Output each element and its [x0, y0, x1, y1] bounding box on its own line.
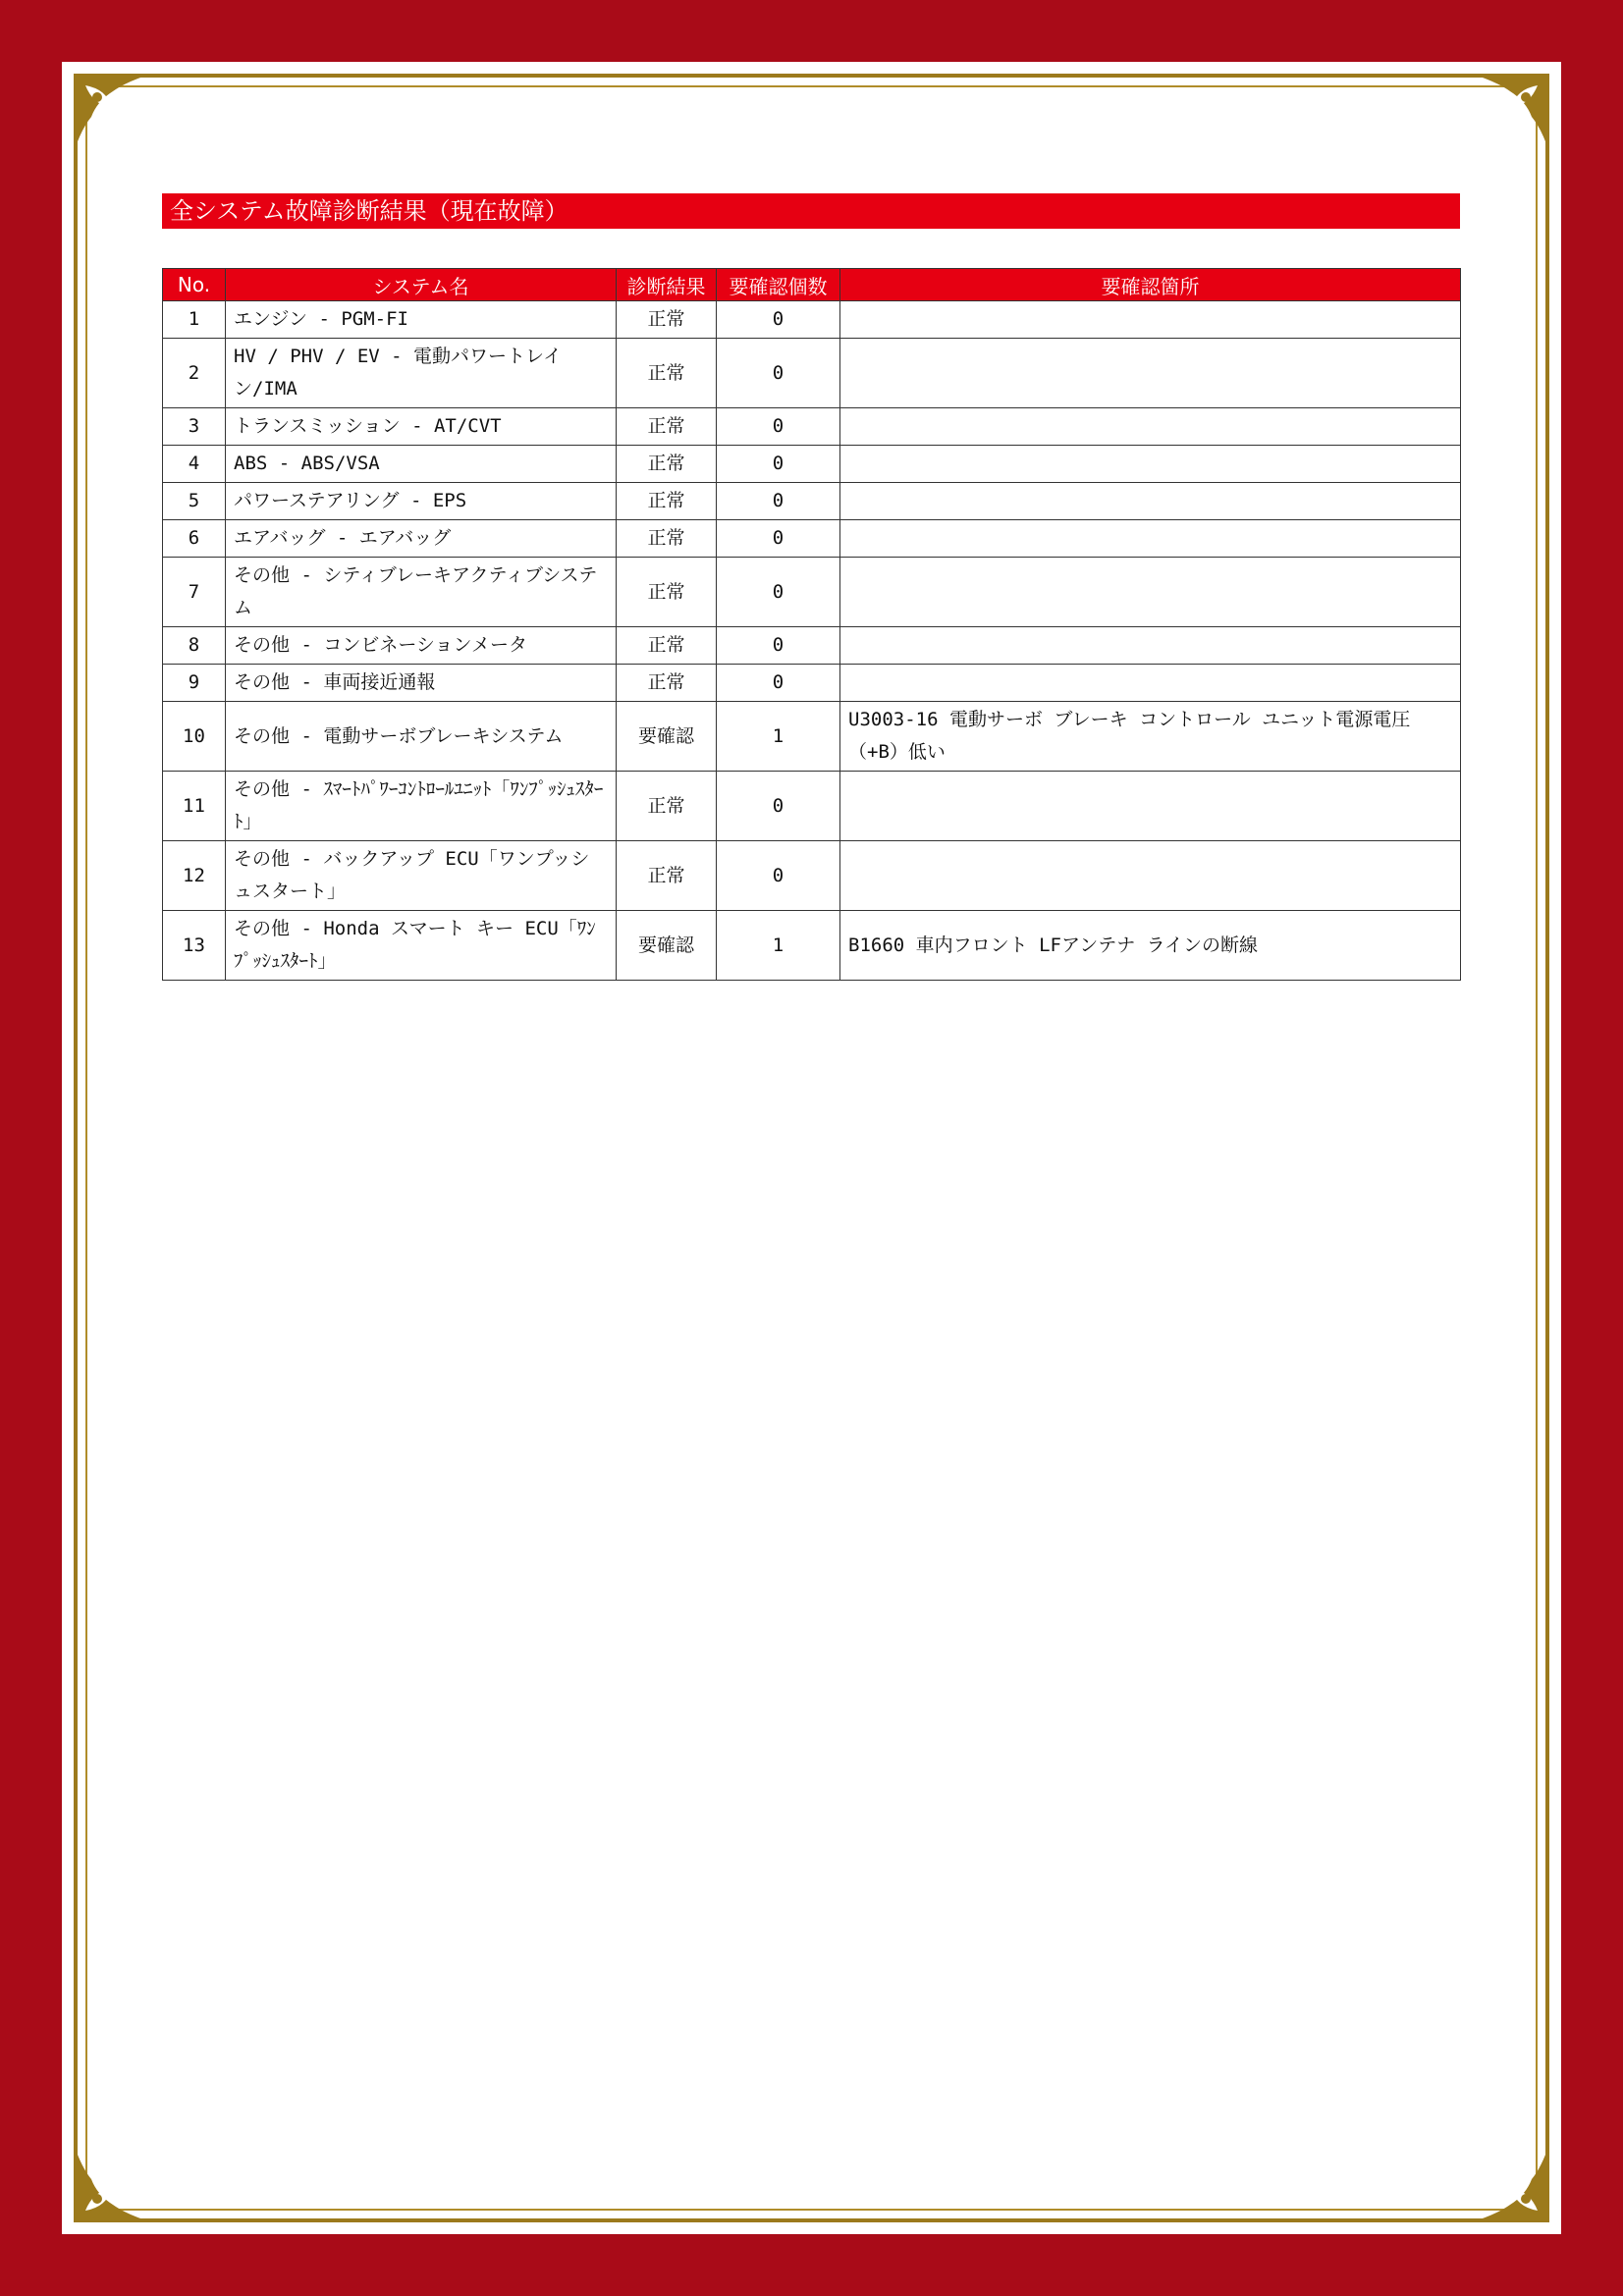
cell-result: 正常 — [617, 558, 717, 627]
cell-result: 正常 — [617, 408, 717, 446]
cell-count: 0 — [717, 627, 840, 665]
cell-count: 0 — [717, 339, 840, 408]
header-result: 診断結果 — [617, 269, 717, 301]
cell-no: 13 — [163, 911, 226, 981]
cell-count: 0 — [717, 665, 840, 702]
cell-result: 要確認 — [617, 702, 717, 772]
table-row — [163, 627, 1461, 665]
cell-system: その他 - バックアップ ECU「ワンプッシュスタート」 — [226, 841, 617, 911]
cell-location — [840, 339, 1461, 408]
cell-count: 0 — [717, 408, 840, 446]
cell-location — [840, 301, 1461, 339]
cell-no: 8 — [163, 627, 226, 665]
corner-ornament-icon — [1465, 2138, 1555, 2228]
table-row — [163, 702, 1461, 772]
cell-result: 正常 — [617, 665, 717, 702]
header-count: 要確認個数 — [717, 269, 840, 301]
cell-count: 1 — [717, 911, 840, 981]
diagnosis-table — [162, 268, 1461, 981]
cell-count: 0 — [717, 520, 840, 558]
table-row — [163, 665, 1461, 702]
cell-count: 0 — [717, 772, 840, 841]
cell-result: 正常 — [617, 627, 717, 665]
cell-result: 正常 — [617, 339, 717, 408]
cell-no: 12 — [163, 841, 226, 911]
cell-no: 7 — [163, 558, 226, 627]
corner-ornament-icon — [1465, 68, 1555, 158]
cell-count: 0 — [717, 841, 840, 911]
cell-no: 5 — [163, 483, 226, 520]
table-row — [163, 446, 1461, 483]
cell-location — [840, 841, 1461, 911]
cell-result: 正常 — [617, 520, 717, 558]
cell-no: 4 — [163, 446, 226, 483]
cell-result: 正常 — [617, 301, 717, 339]
table-row — [163, 558, 1461, 627]
cell-no: 11 — [163, 772, 226, 841]
cell-count: 0 — [717, 483, 840, 520]
cell-location: B1660 車内フロント LFアンテナ ラインの断線 — [840, 911, 1461, 981]
header-no: No. — [163, 269, 226, 301]
cell-system: トランスミッション - AT/CVT — [226, 408, 617, 446]
table-row — [163, 841, 1461, 911]
cell-result: 正常 — [617, 772, 717, 841]
cell-location — [840, 665, 1461, 702]
cell-count: 0 — [717, 558, 840, 627]
cell-system: エンジン - PGM-FI — [226, 301, 617, 339]
corner-ornament-icon — [68, 2138, 158, 2228]
cell-no: 2 — [163, 339, 226, 408]
cell-location — [840, 446, 1461, 483]
cell-no: 3 — [163, 408, 226, 446]
cell-result: 正常 — [617, 483, 717, 520]
section-title: 全システム故障診断結果（現在故障） — [162, 193, 1460, 229]
table-row — [163, 339, 1461, 408]
cell-count: 0 — [717, 301, 840, 339]
report-page — [62, 62, 1561, 2234]
cell-system: その他 - Honda スマート キー ECU「ﾜﾝﾌﾟｯｼｭｽﾀｰﾄ」 — [226, 911, 617, 981]
cell-location — [840, 558, 1461, 627]
cell-location — [840, 520, 1461, 558]
cell-system: ABS - ABS/VSA — [226, 446, 617, 483]
header-location: 要確認箇所 — [840, 269, 1461, 301]
cell-system: エアバッグ - エアバッグ — [226, 520, 617, 558]
cell-location: U3003-16 電動サーボ ブレーキ コントロール ユニット電源電圧（+B）低い — [840, 702, 1461, 772]
cell-location — [840, 408, 1461, 446]
cell-system: その他 - シティブレーキアクティブシステム — [226, 558, 617, 627]
table-row — [163, 772, 1461, 841]
cell-location — [840, 627, 1461, 665]
table-row — [163, 301, 1461, 339]
header-system-name: システム名 — [226, 269, 617, 301]
cell-result: 要確認 — [617, 911, 717, 981]
table-header-row — [163, 269, 1461, 301]
cell-no: 10 — [163, 702, 226, 772]
table-row — [163, 408, 1461, 446]
cell-no: 1 — [163, 301, 226, 339]
cell-system: その他 - ｽﾏｰﾄﾊﾟﾜｰｺﾝﾄﾛｰﾙﾕﾆｯﾄ「ﾜﾝﾌﾟｯｼｭｽﾀｰﾄ」 — [226, 772, 617, 841]
cell-system: その他 - 車両接近通報 — [226, 665, 617, 702]
corner-ornament-icon — [68, 68, 158, 158]
cell-system: その他 - コンビネーションメータ — [226, 627, 617, 665]
cell-location — [840, 483, 1461, 520]
table-row — [163, 911, 1461, 981]
cell-system: HV / PHV / EV - 電動パワートレイン/IMA — [226, 339, 617, 408]
cell-count: 1 — [717, 702, 840, 772]
cell-system: その他 - 電動サーボブレーキシステム — [226, 702, 617, 772]
cell-no: 9 — [163, 665, 226, 702]
cell-count: 0 — [717, 446, 840, 483]
table-row — [163, 520, 1461, 558]
table-row — [163, 483, 1461, 520]
cell-system: パワーステアリング - EPS — [226, 483, 617, 520]
cell-location — [840, 772, 1461, 841]
cell-result: 正常 — [617, 841, 717, 911]
cell-no: 6 — [163, 520, 226, 558]
cell-result: 正常 — [617, 446, 717, 483]
